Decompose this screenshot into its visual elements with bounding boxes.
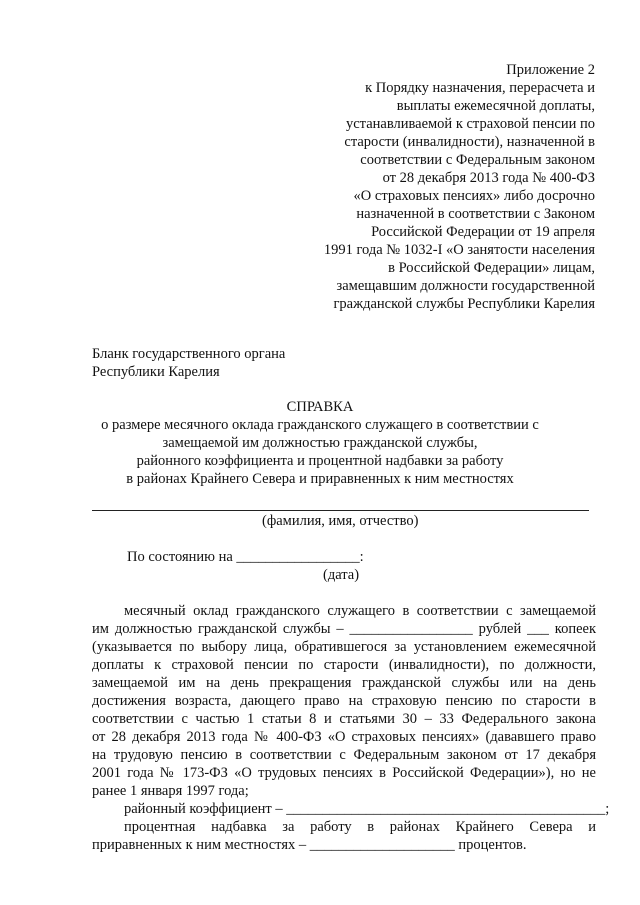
title-subtitle-line: замещаемой им должностью гражданской службы, bbox=[162, 435, 478, 451]
appendix-line: «О страховых пенсиях» либо досрочно bbox=[353, 188, 595, 204]
document-title: СПРАВКА bbox=[286, 399, 354, 415]
appendix-line: замещавшим должности государственной bbox=[336, 278, 595, 294]
as-of-label: По состоянию на bbox=[127, 549, 233, 565]
appendix-line: от 28 декабря 2013 года № 400-ФЗ bbox=[382, 170, 595, 186]
body-line: доплаты к страховой пенсии по старости (инвалидности), по должности, bbox=[92, 657, 596, 673]
appendix-line: устанавливаемой к страховой пенсии по bbox=[346, 116, 595, 132]
appendix-line: Приложение 2 bbox=[506, 62, 595, 78]
title-subtitle-line: в районах Крайнего Севера и приравненных к ним местностях bbox=[126, 471, 514, 487]
regional-coefficient-line[interactable]: районный коэффициент – ____________________________________________; bbox=[124, 801, 610, 817]
as-of-row bbox=[127, 549, 364, 566]
body-line: 2001 года № 173-ФЗ «О трудовых пенсиях в Российской Федерации»), но не bbox=[92, 765, 596, 781]
body-line: соответствии с частью 1 статьи 8 и статьями 30 – 33 Федерального закона bbox=[92, 711, 596, 727]
body-line: им должностью гражданской службы – _________________ рублей ___ копеек bbox=[92, 621, 596, 637]
appendix-line: в Российской Федерации» лицам, bbox=[388, 260, 595, 276]
letterhead-line: Республики Карелия bbox=[92, 364, 220, 380]
allowance-line: процентная надбавка за работу в районах Крайнего Севера и bbox=[124, 819, 596, 835]
appendix-line: 1991 года № 1032-I «О занятости населения bbox=[323, 242, 595, 258]
full-name-caption: (фамилия, имя, отчество) bbox=[262, 513, 419, 529]
as-of-date-field[interactable]: _________________: bbox=[236, 549, 364, 565]
allowance-line[interactable]: приравненных к ним местностях – ____________________ процентов. bbox=[92, 837, 527, 853]
full-name-field[interactable] bbox=[92, 510, 589, 511]
appendix-line: выплаты ежемесячной доплаты, bbox=[396, 98, 595, 114]
appendix-line: к Порядку назначения, перерасчета и bbox=[365, 80, 595, 96]
body-line: от 28 декабря 2013 года № 400-ФЗ «О страховых пенсиях» (дававшего право bbox=[92, 729, 596, 745]
title-subtitle-line: районного коэффициента и процентной надбавки за работу bbox=[136, 453, 504, 469]
body-line: достижения возраста, дающего право на страховую пенсию по старости в bbox=[92, 693, 596, 709]
body-line: (указывается по выбору лица, обратившегося за установлением ежемесячной bbox=[92, 639, 596, 655]
body-line: замещаемой им на день прекращения гражданской службы или на день bbox=[92, 675, 596, 691]
appendix-line: Российской Федерации от 19 апреля bbox=[371, 224, 595, 240]
body-line: ранее 1 января 1997 года; bbox=[92, 783, 249, 799]
letterhead-line: Бланк государственного органа bbox=[92, 346, 286, 362]
title-subtitle-line: о размере месячного оклада гражданского служащего в соответствии с bbox=[101, 417, 539, 433]
date-caption: (дата) bbox=[323, 567, 360, 583]
appendix-line: старости (инвалидности), назначенной в bbox=[344, 134, 595, 150]
appendix-line: соответствии с Федеральным законом bbox=[360, 152, 595, 168]
appendix-line: назначенной в соответствии с Законом bbox=[356, 206, 595, 222]
body-line: на трудовую пенсию в соответствии с Федеральным законом от 17 декабря bbox=[92, 747, 596, 763]
appendix-line: гражданской службы Республики Карелия bbox=[333, 296, 595, 312]
body-line: месячный оклад гражданского служащего в соответствии с замещаемой bbox=[124, 603, 596, 619]
